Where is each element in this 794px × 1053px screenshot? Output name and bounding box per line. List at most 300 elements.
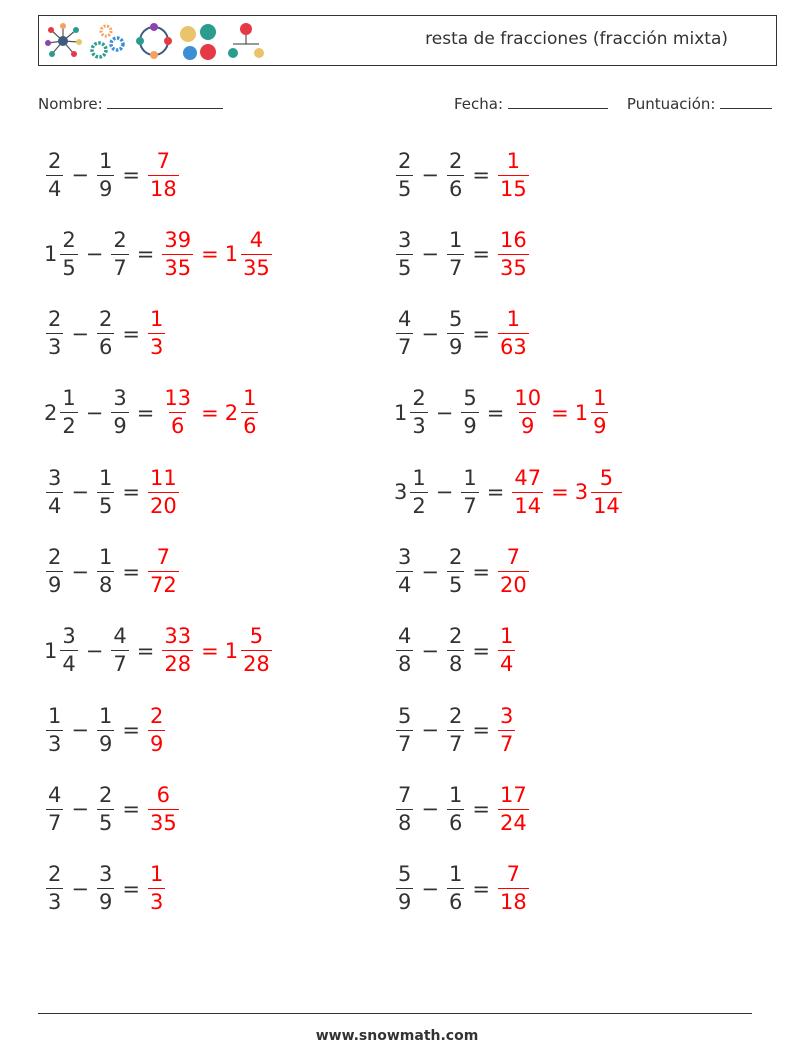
fraction — [498, 864, 529, 913]
denominator: 3 — [48, 335, 62, 360]
problem-item — [44, 381, 260, 445]
denominator: 8 — [448, 652, 463, 677]
minus-sign: − — [435, 480, 454, 505]
fraction — [46, 703, 63, 756]
numerator: 5 — [463, 386, 477, 411]
answer — [160, 626, 273, 675]
fraction — [396, 782, 413, 835]
fraction — [498, 148, 529, 201]
minus-sign: − — [435, 400, 454, 425]
tree-icon — [228, 23, 264, 58]
worksheet-title: resta de fracciones (fracción mixta) — [425, 29, 728, 49]
denominator: 72 — [149, 573, 177, 597]
minus-sign: − — [71, 876, 89, 901]
minus-sign: − — [71, 321, 89, 346]
denominator: 9 — [593, 414, 607, 439]
subtrahend — [95, 148, 116, 201]
answer-fraction — [496, 626, 517, 675]
answer-fraction — [146, 547, 181, 596]
answer-fraction — [496, 864, 531, 913]
problem-item — [44, 777, 181, 841]
footer-url: www.snowmath.com — [315, 1028, 479, 1044]
answer-equals-sign: = — [201, 400, 219, 425]
denominator: 7 — [113, 255, 127, 280]
fraction — [97, 465, 114, 518]
denominator: 6 — [171, 414, 185, 439]
numerator: 1 — [149, 862, 164, 887]
numerator: 7 — [156, 545, 171, 569]
numerator: 1 — [448, 862, 463, 887]
fraction — [447, 864, 464, 913]
numerator: 16 — [499, 227, 527, 252]
header-icons — [43, 20, 271, 62]
fraction — [447, 547, 464, 596]
whole-part: 1 — [574, 400, 589, 425]
fraction — [396, 227, 413, 280]
minuend — [44, 465, 65, 518]
denominator: 5 — [398, 176, 412, 201]
fraction — [396, 864, 413, 913]
answer-fraction — [496, 782, 531, 835]
answer — [496, 626, 517, 675]
fraction — [461, 388, 478, 437]
denominator: 9 — [48, 573, 62, 597]
footer-divider — [38, 1013, 752, 1014]
denominator: 8 — [398, 810, 412, 835]
name-blank[interactable] — [107, 93, 223, 109]
denominator: 5 — [98, 493, 113, 518]
fraction — [111, 626, 128, 675]
fraction — [46, 782, 63, 835]
fraction — [46, 148, 63, 201]
problem-item — [394, 460, 624, 524]
equals-sign: = — [136, 242, 155, 267]
numerator: 2 — [448, 545, 463, 569]
answer-fraction — [496, 309, 531, 358]
equals-sign: = — [122, 876, 140, 901]
answer-fraction — [510, 465, 545, 518]
subtrahend — [445, 703, 466, 756]
denominator: 9 — [113, 414, 127, 439]
name-label: Nombre: — [38, 95, 103, 113]
whole-part: 3 — [574, 480, 589, 505]
fraction — [97, 148, 114, 201]
denominator: 9 — [98, 176, 113, 201]
problem-item — [394, 222, 531, 286]
fraction — [46, 547, 63, 596]
numerator: 1 — [98, 545, 113, 569]
minus-sign: − — [421, 321, 439, 346]
answer — [146, 309, 167, 358]
minuend — [44, 703, 65, 756]
fraction — [512, 388, 543, 437]
denominator: 9 — [149, 731, 164, 756]
denominator: 3 — [48, 731, 62, 756]
subtrahend — [109, 227, 130, 280]
denominator: 7 — [113, 652, 127, 677]
numerator: 1 — [506, 148, 521, 173]
denominator: 2 — [62, 414, 76, 439]
denominator: 7 — [448, 731, 463, 756]
fraction — [498, 626, 515, 675]
numerator: 2 — [62, 227, 76, 252]
numerator: 2 — [412, 386, 426, 411]
numerator: 2 — [98, 782, 113, 807]
answer — [496, 703, 517, 756]
fraction — [512, 465, 543, 518]
minuend — [44, 782, 65, 835]
numerator: 1 — [48, 703, 62, 728]
fraction — [498, 703, 515, 756]
fraction — [97, 309, 114, 358]
fraction — [241, 227, 272, 280]
score-label: Puntuación: — [626, 95, 716, 113]
whole-part: 2 — [224, 400, 239, 425]
answer-fraction — [496, 148, 531, 201]
minuend — [44, 388, 80, 437]
answer-equals-sign: = — [201, 242, 219, 267]
answer-fraction — [146, 864, 167, 913]
subtrahend — [109, 626, 130, 675]
minuend — [394, 309, 415, 358]
numerator: 3 — [98, 862, 113, 887]
minuend — [394, 547, 415, 596]
equals-sign: = — [122, 480, 140, 505]
numerator: 2 — [448, 703, 463, 728]
answer — [496, 309, 531, 358]
fraction — [97, 864, 114, 913]
answer — [146, 465, 181, 518]
numerator: 3 — [499, 703, 514, 728]
answer-fraction — [160, 388, 195, 437]
equals-sign: = — [472, 797, 490, 822]
minuend — [394, 782, 415, 835]
numerator: 2 — [48, 307, 62, 332]
problem-item — [44, 302, 167, 366]
fraction — [46, 465, 63, 518]
numerator: 3 — [113, 386, 127, 411]
equals-sign: = — [122, 797, 140, 822]
date-label: Fecha: — [454, 95, 504, 113]
denominator: 14 — [593, 493, 620, 518]
fraction — [447, 626, 464, 675]
subtrahend — [445, 227, 466, 280]
numerator: 1 — [98, 465, 113, 490]
fraction — [97, 782, 114, 835]
answer-fraction — [146, 148, 181, 201]
denominator: 8 — [398, 652, 412, 677]
denominator: 63 — [499, 335, 527, 360]
denominator: 14 — [514, 493, 542, 518]
whole-part: 1 — [44, 638, 58, 663]
numerator: 2 — [398, 148, 412, 173]
date-blank[interactable] — [508, 93, 608, 109]
problem-item — [44, 540, 181, 604]
numerator: 10 — [514, 386, 542, 411]
denominator: 35 — [164, 255, 192, 280]
denominator: 35 — [499, 255, 527, 280]
equals-sign: = — [122, 718, 140, 743]
numerator: 2 — [448, 148, 463, 173]
numerator: 1 — [593, 386, 607, 411]
fraction — [148, 864, 165, 913]
fraction — [60, 626, 77, 675]
subtrahend — [95, 703, 116, 756]
minuend — [394, 148, 415, 201]
whole-part: 1 — [224, 242, 239, 267]
minuend — [44, 626, 80, 675]
denominator: 9 — [521, 414, 535, 439]
gears-icon — [92, 26, 123, 57]
answer — [510, 388, 610, 437]
minus-sign: − — [421, 718, 439, 743]
minus-sign: − — [421, 559, 439, 584]
denominator: 6 — [448, 176, 463, 201]
problem-item — [394, 540, 531, 604]
numerator: 2 — [149, 703, 164, 728]
fraction — [447, 148, 464, 201]
fraction — [498, 227, 529, 280]
minuend — [394, 864, 415, 913]
subtrahend — [459, 465, 480, 518]
answer-fraction — [146, 309, 167, 358]
fraction — [447, 309, 464, 358]
fraction — [498, 547, 529, 596]
score-blank[interactable] — [720, 93, 772, 109]
subtrahend — [445, 148, 466, 201]
numerator: 6 — [156, 782, 171, 807]
equals-sign: = — [122, 163, 140, 187]
minus-sign: − — [421, 638, 439, 663]
answer — [146, 547, 181, 596]
problem-item — [394, 777, 531, 841]
problem-item — [44, 460, 181, 524]
subtrahend — [445, 626, 466, 675]
subtrahend — [445, 547, 466, 596]
equals-sign: = — [472, 321, 490, 346]
numerator: 4 — [48, 782, 62, 807]
fraction — [241, 388, 258, 437]
answer — [146, 782, 181, 835]
fraction — [148, 703, 165, 756]
equals-sign: = — [472, 876, 490, 901]
fraction — [396, 703, 413, 756]
fraction — [148, 148, 179, 201]
equals-sign: = — [472, 242, 490, 267]
minus-sign: − — [85, 400, 104, 425]
denominator: 5 — [398, 255, 412, 280]
problem-item — [44, 857, 167, 921]
fraction — [162, 227, 193, 280]
equals-sign: = — [472, 638, 490, 663]
problem-item — [44, 222, 274, 286]
denominator: 20 — [149, 493, 177, 518]
problem-item — [44, 698, 167, 762]
minus-sign: − — [71, 797, 89, 822]
numerator: 4 — [113, 624, 127, 649]
answer-fraction — [496, 703, 517, 756]
numerator: 1 — [98, 148, 113, 173]
fraction — [447, 782, 464, 835]
whole-part: 3 — [394, 480, 408, 505]
minus-sign: − — [71, 559, 89, 584]
minus-sign: − — [85, 242, 104, 267]
network-icon — [45, 23, 82, 57]
denominator: 5 — [62, 255, 76, 280]
answer-fraction — [146, 782, 181, 835]
denominator: 5 — [98, 810, 113, 835]
date-score-fields — [454, 93, 772, 113]
denominator: 7 — [398, 335, 412, 360]
fraction — [447, 703, 464, 756]
subtrahend — [109, 388, 130, 437]
fraction — [60, 227, 77, 280]
denominator: 28 — [164, 652, 192, 677]
fraction — [111, 227, 128, 280]
denominator: 7 — [398, 731, 412, 756]
fraction — [396, 547, 413, 596]
answer-fraction — [510, 388, 545, 437]
denominator: 6 — [243, 414, 257, 439]
denominator: 2 — [412, 493, 426, 518]
denominator: 6 — [98, 335, 113, 360]
minus-sign: − — [85, 638, 104, 663]
subtrahend — [445, 309, 466, 358]
numerator: 13 — [164, 386, 192, 411]
denominator: 7 — [463, 493, 477, 518]
answer-fraction — [160, 227, 195, 280]
denominator: 9 — [398, 890, 412, 915]
minuend — [44, 227, 80, 280]
numerator: 5 — [448, 307, 463, 332]
fraction — [97, 547, 114, 596]
fraction — [148, 547, 179, 596]
denominator: 4 — [398, 573, 412, 597]
number-bubbles-icon — [180, 24, 216, 60]
fraction — [498, 309, 529, 358]
denominator: 3 — [48, 890, 62, 915]
name-field — [38, 93, 223, 113]
denominator: 3 — [412, 414, 426, 439]
denominator: 9 — [98, 731, 113, 756]
answer-fraction — [496, 227, 531, 280]
equals-sign: = — [136, 400, 155, 425]
fraction — [591, 465, 622, 518]
problem-item — [394, 857, 531, 921]
denominator: 4 — [48, 493, 62, 518]
denominator: 3 — [149, 335, 164, 360]
fraction — [46, 309, 63, 358]
minuend — [394, 626, 415, 675]
numerator: 39 — [164, 227, 192, 252]
fraction — [148, 465, 179, 518]
fraction — [396, 148, 413, 201]
denominator: 8 — [98, 573, 113, 597]
minuend — [394, 703, 415, 756]
denominator: 15 — [499, 176, 527, 201]
fraction — [162, 388, 193, 437]
numerator: 1 — [506, 307, 521, 332]
fraction — [111, 388, 128, 437]
fraction — [461, 465, 478, 518]
problem-item — [44, 619, 274, 683]
denominator: 7 — [48, 810, 62, 835]
answer — [146, 703, 167, 756]
numerator: 3 — [48, 465, 62, 490]
numerator: 1 — [463, 465, 477, 490]
numerator: 1 — [412, 465, 426, 490]
denominator: 9 — [448, 335, 463, 360]
numerator: 3 — [62, 624, 76, 649]
numerator: 7 — [156, 148, 171, 173]
numerator: 33 — [164, 624, 192, 649]
fraction — [148, 309, 165, 358]
numerator: 2 — [113, 227, 127, 252]
minus-sign: − — [71, 718, 89, 743]
problem-item — [394, 619, 517, 683]
denominator: 35 — [149, 810, 177, 835]
answer-equals-sign: = — [551, 480, 569, 505]
answer-mixed-number — [224, 227, 274, 280]
denominator: 24 — [499, 810, 527, 835]
whole-part: 2 — [44, 400, 58, 425]
denominator: 5 — [448, 573, 463, 597]
equals-sign: = — [122, 559, 140, 584]
answer-mixed-number — [575, 388, 611, 437]
answer-fraction — [496, 547, 531, 596]
answer-fraction — [146, 465, 181, 518]
denominator: 4 — [48, 176, 62, 201]
answer-mixed-number — [225, 388, 261, 437]
fraction — [498, 782, 529, 835]
subtrahend — [445, 864, 466, 913]
numerator: 7 — [506, 862, 521, 887]
minuend — [394, 388, 430, 437]
denominator: 3 — [149, 890, 164, 915]
answer — [496, 782, 531, 835]
fraction — [60, 388, 77, 437]
minus-sign: − — [421, 163, 439, 187]
equals-sign: = — [472, 163, 490, 187]
subtrahend — [445, 782, 466, 835]
minus-sign: − — [421, 797, 439, 822]
answer — [496, 227, 531, 280]
denominator: 20 — [499, 573, 527, 597]
numerator: 2 — [98, 307, 113, 332]
answer — [160, 388, 260, 437]
fraction — [396, 626, 413, 675]
numerator: 1 — [98, 703, 113, 728]
equals-sign: = — [136, 638, 155, 663]
subtrahend — [95, 309, 116, 358]
fraction — [396, 309, 413, 358]
numerator: 7 — [398, 782, 412, 807]
numerator: 1 — [243, 386, 257, 411]
minuend — [44, 864, 65, 913]
denominator: 9 — [463, 414, 477, 439]
minus-sign: − — [71, 163, 89, 187]
fraction — [97, 703, 114, 756]
numerator: 47 — [514, 465, 542, 490]
numerator: 1 — [499, 624, 514, 649]
subtrahend — [95, 547, 116, 596]
numerator: 5 — [398, 703, 412, 728]
minuend — [394, 227, 415, 280]
minuend — [44, 547, 65, 596]
minus-sign: − — [421, 242, 439, 267]
minuend — [394, 465, 430, 518]
minuend — [44, 309, 65, 358]
